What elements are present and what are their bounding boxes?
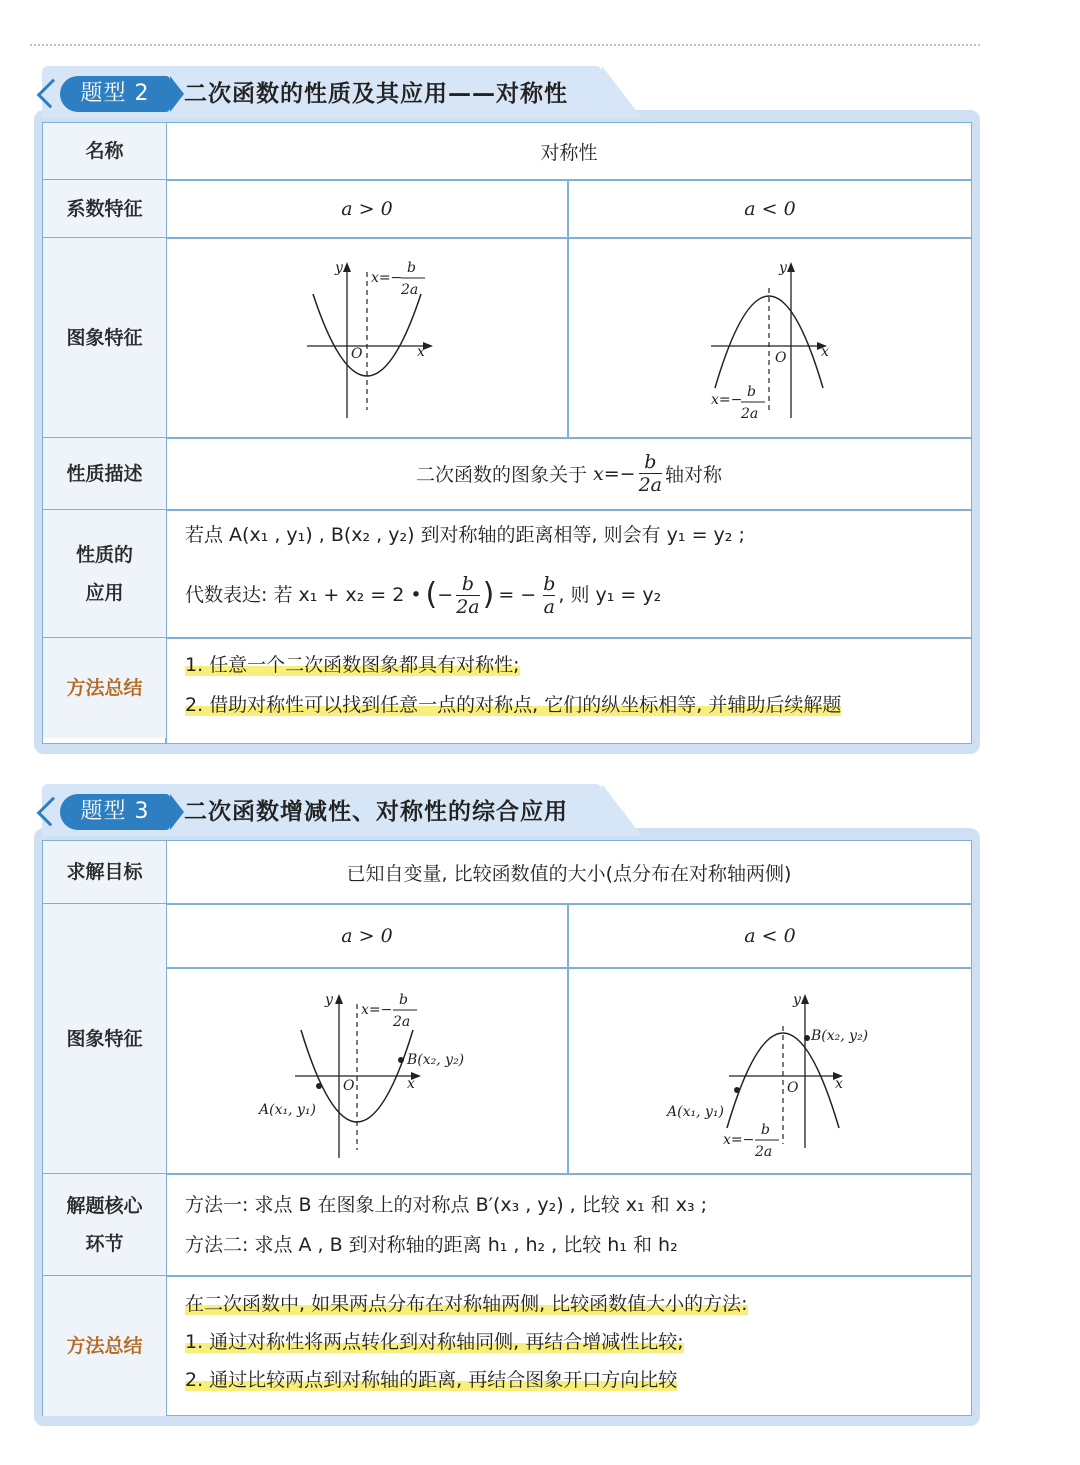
description-axis-var: x=− [593,462,636,485]
axis-frac-denominator: 2a [755,1144,773,1160]
application-label-line2: 应用 [85,581,124,604]
type-badge: 题型 2 [60,76,170,112]
algebra-prefix: 代数表达: 若 x₁ + x₂ = 2 • [185,584,422,606]
axis-equation-label: x=− [371,270,403,286]
description-suffix: 轴对称 [664,464,722,486]
section-type-2 [34,66,980,754]
axis-frac-numerator: b [747,384,756,400]
property-description [167,438,971,509]
row-label-graph: 图象特征 [43,904,166,1173]
point-b-label: B(x₂, y₂) [811,1028,869,1044]
axis-frac-numerator: b [399,992,408,1008]
application-line-1: 若点 A(x₁ , y₁) , B(x₂ , y₂) 到对称轴的距离相等, 则会有 y₁ = y₂ ; [185,524,745,546]
graph-downward-parabola [569,238,971,437]
graph-origin-label: O [775,350,787,366]
method-intro: 在二次函数中, 如果两点分布在对称轴两侧, 比较函数值大小的方法: [185,1293,748,1315]
fraction-denominator: 2a [638,474,662,496]
fraction-numerator: b [644,451,657,473]
row-label-application [43,510,166,637]
name-value: 对称性 [540,141,598,164]
coef-positive: a > 0 [341,924,393,947]
coef-positive: a > 0 [341,197,393,220]
method-list [167,1285,971,1399]
point-b-label: B(x₂, y₂) [407,1052,465,1068]
graph-x-label: x [835,1076,843,1092]
graph-downward-two-points [569,968,971,1173]
row-label-core [43,1174,166,1275]
axis-frac-denominator: 2a [741,406,759,422]
core-label-line2: 环节 [85,1232,124,1255]
axis-frac-numerator: b [761,1122,770,1138]
section-title: 二次函数的性质及其应用——对称性 [184,81,568,107]
graph-y-label: y [325,992,333,1008]
graph-origin-label: O [343,1078,355,1094]
graph-x-label: x [821,344,829,360]
row-label-description: 性质描述 [43,438,166,509]
core-step-1: 方法一: 求点 B 在图象上的对称点 B′(x₃ , y₂) , 比较 x₁ 和 x₃ ; [185,1194,708,1216]
row-label-goal: 求解目标 [43,841,166,903]
property-table [42,122,972,744]
description-prefix: 二次函数的图象关于 [415,464,587,486]
graph-upward-two-points [167,968,567,1173]
application-label-line1: 性质的 [75,543,133,566]
method-item-2: 2. 借助对称性可以找到任意一点的对称点, 它们的纵坐标相等, 并辅助后续解题 [185,694,842,716]
row-label-method: 方法总结 [43,638,166,738]
axis-frac-denominator: 2a [393,1014,411,1030]
coef-negative: a < 0 [744,197,796,220]
coef-negative: a < 0 [744,924,796,947]
fraction-denominator-a: a [543,595,555,618]
row-label-method: 方法总结 [43,1276,166,1416]
graph-origin-label: O [351,346,363,362]
point-a-label: A(x₁, y₁) [667,1104,724,1120]
method-item-2: 2. 通过比较两点到对称轴的距离, 再结合图象开口方向比较 [185,1369,678,1391]
graph-y-label: y [779,260,787,276]
section-type-3 [34,784,980,1426]
comparison-table [42,840,972,1416]
algebra-suffix: , 则 y₁ = y₂ [558,584,662,606]
goal-value: 已知自变量, 比较函数值的大小(点分布在对称轴两侧) [346,862,792,885]
core-steps [167,1185,971,1265]
method-item-1: 1. 任意一个二次函数图象都具有对称性; [185,654,520,676]
axis-equation-label: x=− [711,392,743,408]
method-list [167,645,971,725]
axis-frac-denominator: 2a [401,282,419,298]
graph-x-label: x [417,344,425,360]
axis-frac-numerator: b [407,260,416,276]
row-label-name: 名称 [43,123,166,179]
graph-y-label: y [335,260,343,276]
dotted-separator [30,44,980,46]
row-label-coefficient: 系数特征 [43,180,166,237]
core-step-2: 方法二: 求点 A , B 到对称轴的距离 h₁ , h₂ , 比较 h₁ 和 h₂ [185,1234,678,1256]
graph-x-label: x [407,1076,415,1092]
axis-equation-label: x=− [723,1132,755,1148]
point-a-label: A(x₁, y₁) [259,1102,316,1118]
core-label-line1: 解题核心 [66,1194,143,1217]
graph-y-label: y [793,992,801,1008]
axis-equation-label: x=− [361,1002,393,1018]
fraction-numerator: b [461,572,474,595]
description-fraction [639,451,662,496]
graph-origin-label: O [787,1080,799,1096]
fraction-denominator: 2a [456,595,480,618]
application-line-2: 代数表达: 若 x₁ + x₂ = 2 • ( − $\frac{b}{2a}$ ) = − $\frac{b}{a}$ , 则 y₁ = y₂ [185,572,662,618]
row-label-graph: 图象特征 [43,238,166,437]
section-title: 二次函数增减性、对称性的综合应用 [184,799,568,825]
fraction-numerator: b [543,572,556,595]
type-badge: 题型 3 [60,794,170,830]
graph-upward-parabola [167,238,567,437]
method-item-1: 1. 通过对称性将两点转化到对称轴同侧, 再结合增减性比较; [185,1331,684,1353]
